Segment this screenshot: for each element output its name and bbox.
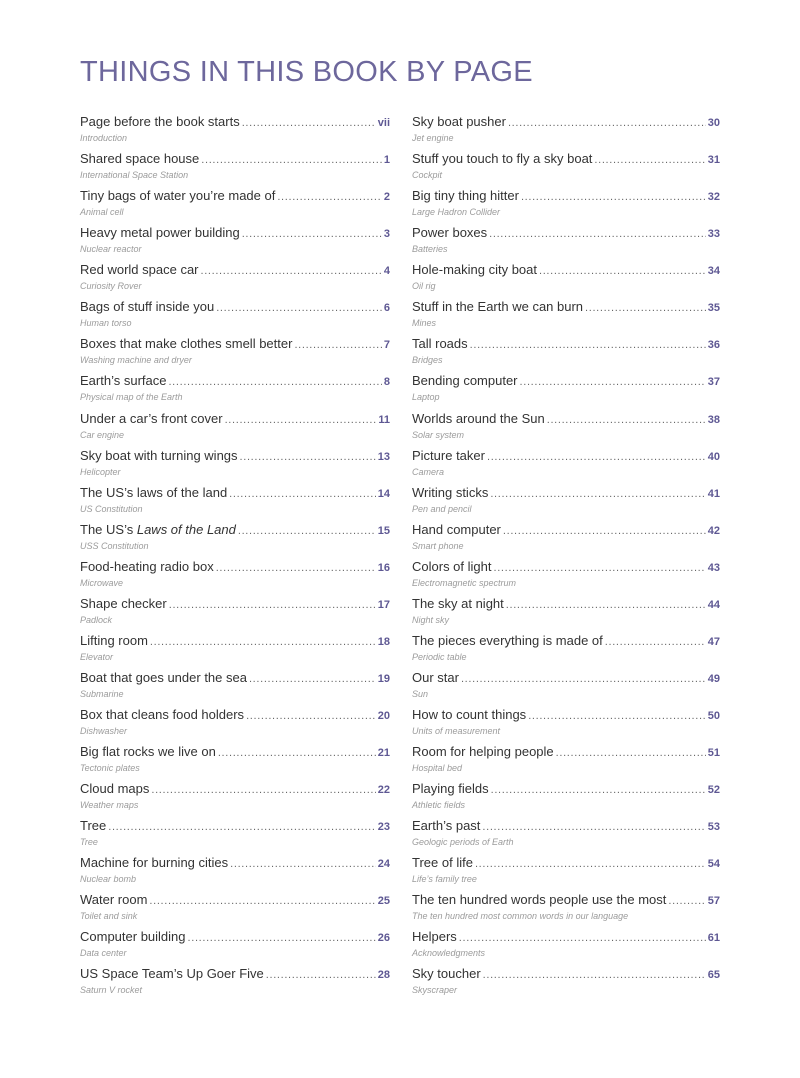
toc-entry[interactable] — [412, 706, 720, 743]
toc-left-column — [80, 113, 390, 1003]
dot-leader — [229, 486, 376, 503]
toc-entry-page-number: 51 — [707, 747, 720, 760]
dot-leader — [230, 856, 376, 873]
toc-entry[interactable] — [80, 743, 390, 780]
toc-entry-title — [80, 521, 236, 538]
toc-entry-line — [412, 706, 720, 725]
toc-entry-title: Under a car’s front cover — [80, 410, 223, 426]
dot-leader — [491, 782, 706, 799]
toc-entry[interactable] — [412, 632, 720, 669]
toc-entry-subtitle: Pen and pencil — [412, 503, 472, 514]
dot-leader — [201, 263, 382, 280]
toc-entry[interactable] — [412, 965, 720, 1002]
toc-entry-title: Page before the book starts — [80, 114, 240, 129]
toc-right-column — [412, 113, 720, 1003]
toc-entry-subtitle: Night sky — [412, 614, 450, 625]
toc-entry-line — [80, 928, 390, 947]
toc-entry-page-number: 30 — [707, 117, 720, 129]
dot-leader — [277, 189, 382, 206]
toc-entry[interactable] — [80, 891, 390, 928]
toc-entry-page-number: 22 — [377, 784, 390, 797]
dot-leader — [151, 782, 375, 799]
toc-entry-line — [80, 187, 390, 206]
dot-leader — [668, 893, 705, 910]
toc-entry-subtitle: International Space Station — [80, 170, 189, 181]
toc-entry-title: Sky boat pusher — [412, 114, 506, 129]
toc-entry-line — [80, 743, 390, 762]
dot-leader — [168, 374, 381, 391]
dot-leader — [508, 115, 706, 132]
toc-entry-title: Tree of life — [412, 855, 473, 871]
toc-entry-title: Big flat rocks we live on — [80, 744, 216, 760]
toc-entry-page-number: 37 — [707, 376, 720, 389]
toc-entry-line — [80, 224, 390, 243]
toc-entry-page-number: 2 — [383, 191, 390, 204]
toc-entry-title: Stuff in the Earth we can burn — [412, 299, 584, 315]
toc-entry-line — [80, 706, 390, 725]
dot-leader — [459, 930, 706, 947]
toc-entry-page-number: 21 — [377, 747, 390, 760]
toc-entry-subtitle: Elevator — [80, 651, 114, 662]
toc-entry-title: Tall roads — [412, 336, 468, 352]
toc-entry-title: The sky at night — [412, 595, 504, 611]
toc-entry-line — [412, 928, 720, 947]
toc-entry-title: Sky toucher — [412, 966, 481, 982]
toc-entry-subtitle: Saturn V rocket — [80, 985, 143, 996]
toc-entry-page-number: 4 — [383, 265, 390, 278]
toc-entry[interactable] — [80, 632, 390, 669]
toc-entry[interactable] — [80, 817, 390, 854]
toc-entry-line — [412, 780, 720, 799]
toc-entry-title: The pieces everything is made of — [412, 632, 603, 648]
dot-leader — [218, 745, 376, 762]
toc-entry-subtitle: Microwave — [80, 577, 124, 588]
toc-entry-subtitle: Padlock — [80, 614, 113, 625]
toc-entry-subtitle: Bridges — [412, 355, 443, 366]
toc-entry[interactable] — [80, 928, 390, 965]
toc-entry-page-number: 65 — [707, 969, 720, 982]
toc-entry-page-number: 16 — [377, 561, 390, 574]
toc-entry-title: Our star — [412, 669, 459, 685]
toc-entry-title: Heavy metal power building — [80, 225, 240, 241]
toc-entry-title: Box that cleans food holders — [80, 707, 245, 722]
toc-entry-subtitle: Large Hadron Collider — [412, 207, 501, 218]
toc-entry-line — [80, 595, 390, 614]
toc-entry-page-number: 17 — [377, 598, 390, 611]
toc-entry-page-number: 49 — [707, 672, 720, 685]
toc-entry-title: Hand computer — [412, 521, 501, 537]
toc-entry-line — [80, 669, 390, 688]
dot-leader — [547, 412, 706, 429]
page-title: THINGS IN THIS BOOK BY PAGE — [80, 56, 533, 88]
toc-entry-line — [80, 484, 390, 503]
toc-entry-line — [80, 150, 390, 169]
toc-entry-page-number: 31 — [707, 154, 720, 167]
toc-entry-subtitle: US Constitution — [80, 503, 143, 514]
toc-entry-title: Stuff you touch to fly a sky boat — [412, 151, 593, 167]
toc-entry-title: Earth’s surface — [80, 373, 167, 389]
toc-entry-title: Power boxes — [412, 225, 488, 241]
dot-leader — [216, 560, 376, 577]
toc-entry-subtitle: Introduction — [80, 133, 128, 143]
toc-entry-line — [412, 743, 720, 762]
toc-entry-line — [412, 150, 720, 169]
toc-entry-page-number: 26 — [377, 932, 390, 945]
toc-entry-title: US Space Team’s Up Goer Five — [80, 966, 264, 982]
dot-leader — [216, 300, 382, 317]
toc-entry[interactable] — [412, 743, 720, 780]
toc-entry-line — [80, 261, 390, 280]
toc-entry-subtitle: Skyscraper — [412, 985, 458, 996]
dot-leader — [539, 263, 706, 280]
dot-leader — [242, 115, 376, 132]
toc-entry[interactable] — [80, 521, 390, 558]
toc-entry-line — [412, 372, 720, 391]
toc-entry-subtitle: Animal cell — [80, 207, 124, 218]
toc-entry-subtitle: Sun — [412, 688, 429, 699]
toc-entry-page-number: 7 — [383, 339, 390, 352]
toc-entry-page-number: 50 — [707, 710, 720, 722]
toc-entry-subtitle: Geologic periods of Earth — [412, 837, 514, 848]
toc-entry-title: Writing sticks — [412, 484, 489, 500]
toc-entry-page-number: 8 — [383, 376, 390, 389]
toc-entry-title: The US’s laws of the land — [80, 484, 228, 500]
toc-entry-subtitle: Nuclear bomb — [80, 874, 137, 885]
toc-entry-subtitle: Toilet and sink — [80, 911, 138, 922]
toc-entry-line — [80, 298, 390, 317]
toc-entry[interactable] — [412, 224, 720, 261]
toc-entry-subtitle: Tree — [80, 837, 98, 848]
dot-leader — [503, 523, 706, 540]
toc-entry-page-number: 61 — [707, 932, 720, 945]
toc-entry-subtitle: Human torso — [80, 318, 132, 329]
toc-entry-subtitle: Camera — [412, 466, 445, 477]
toc-entry-subtitle: Batteries — [412, 244, 448, 255]
toc-entry-line — [412, 558, 720, 577]
dot-leader — [585, 300, 706, 317]
toc-entry-subtitle: Car engine — [80, 429, 125, 440]
toc-entry-title: Lifting room — [80, 632, 148, 648]
toc-entry[interactable] — [80, 558, 390, 595]
toc-entry-line — [80, 372, 390, 391]
toc-entry[interactable] — [80, 965, 390, 1002]
toc-entry-line — [412, 669, 720, 688]
toc-entry-subtitle: Weather maps — [80, 800, 139, 811]
toc-entry[interactable] — [80, 410, 390, 447]
toc-entry-page-number: 1 — [383, 154, 390, 167]
dot-leader — [470, 337, 706, 354]
toc-entry-title: Boat that goes under the sea — [80, 669, 247, 685]
dot-leader — [150, 634, 376, 651]
toc-entry[interactable] — [412, 335, 720, 372]
toc-entry[interactable] — [80, 335, 390, 372]
toc-entry-line — [80, 447, 390, 466]
toc-entry[interactable] — [80, 780, 390, 817]
toc-entry-subtitle: Periodic table — [412, 651, 467, 662]
toc-entry-subtitle: The ten hundred most common words in our language — [412, 911, 629, 922]
toc-entry-page-number: 11 — [378, 413, 390, 426]
toc-entry[interactable] — [80, 706, 390, 743]
toc-entry-subtitle: Physical map of the Earth — [80, 392, 183, 403]
toc-entry-subtitle: Electromagnetic spectrum — [412, 577, 517, 588]
toc-entry-page-number: 3 — [383, 228, 390, 241]
toc-entry[interactable] — [412, 298, 720, 335]
dot-leader — [475, 856, 706, 873]
toc-entry[interactable] — [80, 224, 390, 261]
toc-entry-line — [80, 521, 390, 540]
toc-entry-line — [412, 595, 720, 614]
toc-entry-page-number: 28 — [377, 969, 390, 982]
toc-entry-page-number: 53 — [707, 821, 720, 834]
toc-entry[interactable] — [412, 150, 720, 187]
toc-entry-subtitle: Athletic fields — [412, 800, 466, 811]
toc-entry[interactable] — [412, 447, 720, 484]
toc-entry-title: Shared space house — [80, 151, 200, 167]
toc-entry-title-prefix: The US’s — [80, 521, 137, 537]
dot-leader — [266, 967, 376, 984]
toc-entry-title: Computer building — [80, 929, 186, 945]
toc-entry[interactable] — [80, 447, 390, 484]
toc-entry[interactable] — [80, 669, 390, 706]
toc-entry-page-number: 33 — [707, 228, 720, 241]
toc-entry-page-number: 25 — [377, 895, 390, 908]
toc-entry-title: Worlds around the Sun — [412, 410, 545, 426]
toc-entry-subtitle: Oil rig — [412, 281, 436, 292]
toc-entry-line — [80, 854, 390, 873]
toc-entry[interactable] — [412, 854, 720, 891]
dot-leader — [461, 671, 706, 688]
toc-entry-page-number: 15 — [377, 524, 390, 537]
toc-entry-title: Tree — [80, 818, 107, 834]
toc-entry-line — [412, 187, 720, 206]
toc-entry-page-number: 40 — [707, 450, 720, 463]
toc-entry-title: Tiny bags of water you’re made of — [80, 188, 276, 204]
toc-entry-page-number: 47 — [707, 635, 720, 648]
toc-entry-line — [412, 484, 720, 503]
toc-entry-page-number: 42 — [707, 524, 720, 537]
toc-entry-page-number: 38 — [707, 413, 720, 426]
toc-entry[interactable] — [80, 595, 390, 632]
toc-entry-subtitle: Dishwasher — [80, 726, 128, 736]
toc-entry-line — [80, 965, 390, 984]
toc-entry-page-number: 24 — [377, 858, 390, 871]
toc-entry-title: Picture taker — [412, 447, 485, 463]
dot-leader — [489, 226, 706, 243]
dot-leader — [528, 708, 706, 725]
toc-entry-page-number: 41 — [707, 487, 720, 500]
toc-entry-title-italic: Laws of the Land — [136, 521, 236, 537]
toc-entry-title: Bending computer — [412, 373, 518, 389]
dot-leader — [487, 449, 706, 466]
toc-entry[interactable] — [80, 150, 390, 187]
toc-entry-line — [412, 891, 720, 910]
toc-entry-subtitle: Solar system — [412, 429, 465, 440]
toc-entry-line — [412, 817, 720, 836]
toc-entry-page-number: 23 — [377, 821, 390, 834]
toc-entry[interactable] — [412, 817, 720, 854]
toc-entry-title: Food-heating radio box — [80, 558, 214, 574]
toc-entry[interactable] — [80, 298, 390, 335]
toc-entry-line — [412, 410, 720, 429]
toc-entry-page-number: 57 — [707, 895, 720, 908]
dot-leader — [605, 634, 706, 651]
toc-entry-subtitle: Acknowledgments — [412, 948, 486, 959]
dot-leader — [201, 152, 382, 169]
toc-entry-line — [412, 632, 720, 651]
toc-entry-subtitle: Smart phone — [412, 540, 464, 551]
toc-entry-page-number: 36 — [707, 339, 720, 352]
toc-entry-subtitle: Data center — [80, 948, 127, 959]
toc-entry-line — [80, 780, 390, 799]
toc-entry-title: Playing fields — [412, 781, 489, 797]
toc-entry[interactable] — [412, 113, 720, 150]
dot-leader — [520, 374, 706, 391]
toc-entry-subtitle: Units of measurement — [412, 726, 501, 736]
toc-entry-page-number: 52 — [707, 784, 720, 797]
dot-leader — [249, 671, 376, 688]
toc-entry-subtitle: Curiosity Rover — [80, 281, 142, 292]
toc-entry-page-number: vii — [377, 117, 390, 129]
toc-entry[interactable] — [412, 410, 720, 447]
toc-entry-subtitle: USS Constitution — [80, 540, 149, 551]
toc-entry-title: Room for helping people — [412, 744, 554, 760]
toc-entry-title: How to count things — [412, 707, 527, 722]
toc-entry[interactable] — [80, 372, 390, 409]
toc-entry[interactable] — [412, 891, 720, 928]
dot-leader — [521, 189, 706, 206]
toc-entry[interactable] — [412, 187, 720, 224]
toc-entry[interactable] — [412, 780, 720, 817]
dot-leader — [242, 226, 382, 243]
toc-entry-line — [412, 113, 720, 132]
toc-entry[interactable] — [412, 669, 720, 706]
toc-entry-page-number: 14 — [377, 487, 390, 500]
toc-entry[interactable] — [412, 928, 720, 965]
dot-leader — [238, 523, 376, 540]
toc-entry-subtitle: Cockpit — [412, 170, 443, 181]
dot-leader — [246, 708, 376, 725]
toc-entry-subtitle: Tectonic plates — [80, 763, 140, 774]
toc-entry-page-number: 54 — [707, 858, 720, 871]
toc-entry-page-number: 43 — [707, 561, 720, 574]
toc-entry-title: Hole-making city boat — [412, 262, 537, 278]
toc-entry-title: Sky boat with turning wings — [80, 447, 238, 463]
toc-entry[interactable] — [80, 261, 390, 298]
toc-entry-title: Boxes that make clothes smell better — [80, 336, 293, 352]
toc-entry-line — [412, 965, 720, 984]
toc-entry-subtitle: Nuclear reactor — [80, 244, 142, 255]
dot-leader — [169, 597, 376, 614]
toc-entry-subtitle: Washing machine and dryer — [80, 355, 192, 366]
toc-entry-line — [412, 298, 720, 317]
toc-entry[interactable] — [412, 558, 720, 595]
dot-leader — [240, 449, 376, 466]
toc-entry[interactable] — [80, 187, 390, 224]
toc-entry-page-number: 44 — [707, 598, 720, 611]
toc-entry[interactable] — [412, 595, 720, 632]
dot-leader — [108, 819, 376, 836]
toc-entry-line — [80, 558, 390, 577]
toc-entry[interactable] — [412, 261, 720, 298]
toc-entry-subtitle: Hospital bed — [412, 763, 463, 774]
toc-entry-title: Earth’s past — [412, 818, 481, 834]
toc-entry-line — [412, 854, 720, 873]
toc-entry-subtitle: Life’s family tree — [412, 874, 477, 885]
toc-entry-page-number: 6 — [383, 302, 390, 315]
toc-entry[interactable] — [80, 113, 390, 150]
dot-leader — [482, 819, 705, 836]
dot-leader — [225, 412, 377, 429]
toc-entry-subtitle: Submarine — [80, 688, 124, 699]
toc-entry-title: Bags of stuff inside you — [80, 299, 215, 315]
toc-entry-title: Machine for burning cities — [80, 855, 229, 871]
toc-entry-line — [412, 261, 720, 280]
toc-entry-title: Helpers — [412, 929, 457, 945]
toc-entry[interactable] — [80, 854, 390, 891]
toc-entry-line — [80, 410, 390, 429]
toc-entry-title: Big tiny thing hitter — [412, 188, 519, 204]
toc-entry-line — [80, 632, 390, 651]
toc-entry-subtitle: Jet engine — [412, 133, 454, 143]
dot-leader — [556, 745, 706, 762]
dot-leader — [506, 597, 706, 614]
dot-leader — [294, 337, 381, 354]
toc-entry[interactable] — [412, 484, 720, 521]
dot-leader — [149, 893, 375, 910]
dot-leader — [493, 560, 705, 577]
toc-entry-page-number: 34 — [707, 265, 720, 278]
toc-entry-line — [412, 335, 720, 354]
toc-entry[interactable] — [80, 484, 390, 521]
toc-entry-page-number: 32 — [707, 191, 720, 204]
toc-entry-line — [80, 817, 390, 836]
toc-entry-line — [412, 224, 720, 243]
toc-entry-subtitle: Mines — [412, 318, 437, 329]
toc-entry-page-number: 18 — [377, 635, 390, 648]
toc-entry-line — [412, 521, 720, 540]
dot-leader — [483, 967, 706, 984]
toc-entry-title: Cloud maps — [80, 781, 150, 797]
toc-entry-title: Colors of light — [412, 558, 492, 574]
toc-entry-title: Red world space car — [80, 262, 199, 278]
toc-entry-page-number: 35 — [707, 302, 720, 315]
dot-leader — [594, 152, 705, 169]
dot-leader — [490, 486, 705, 503]
toc-entry[interactable] — [412, 521, 720, 558]
toc-entry[interactable] — [412, 372, 720, 409]
toc-entry-title: Shape checker — [80, 595, 167, 611]
toc-entry-line — [80, 891, 390, 910]
toc-entry-title: The ten hundred words people use the most — [412, 892, 667, 908]
dot-leader — [188, 930, 376, 947]
toc-entry-subtitle: Helicopter — [80, 466, 121, 477]
toc-entry-page-number: 13 — [377, 450, 390, 463]
toc-entry-title: Water room — [80, 892, 148, 908]
toc-entry-page-number: 19 — [377, 672, 390, 685]
toc-entry-line — [80, 335, 390, 354]
toc-entry-line — [412, 447, 720, 466]
toc-entry-page-number: 20 — [377, 710, 390, 722]
toc-entry-line — [80, 113, 390, 132]
toc-entry-subtitle: Laptop — [412, 392, 440, 403]
